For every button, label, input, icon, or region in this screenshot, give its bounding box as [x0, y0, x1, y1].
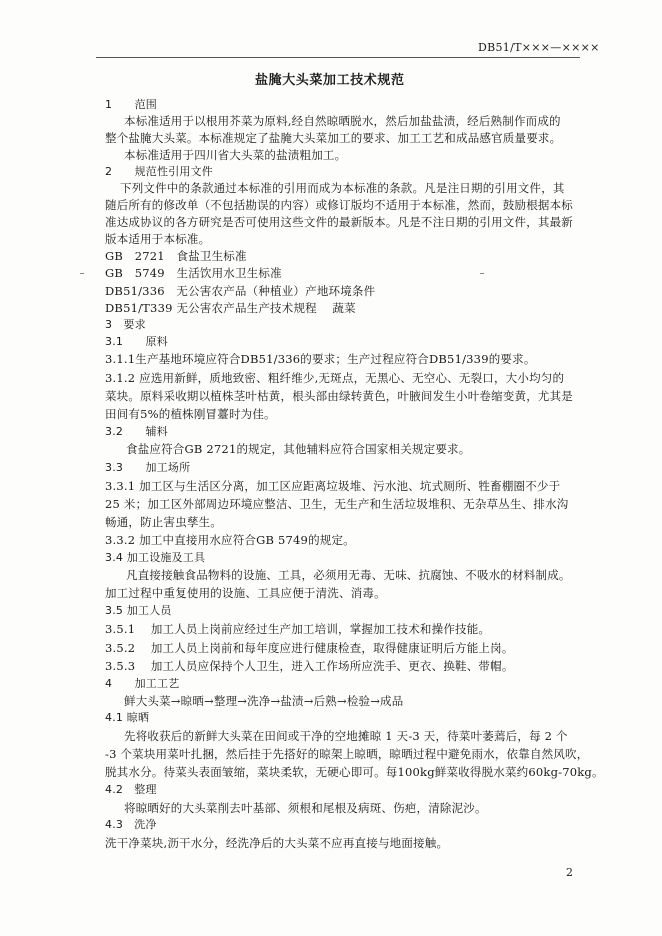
section-heading: 1 范围 — [105, 98, 157, 111]
process-flow: 鲜大头菜→晾晒→整理→洗净→盐渍→后熟→检验→成品 — [124, 694, 404, 708]
header-rule — [96, 57, 580, 58]
paragraph-line: 3.3.1 加工区与生活区分离，加工区应距离垃圾堆、污水池、坑式厕所、牲畜棚圈不少于 — [105, 479, 561, 493]
section-heading: 3 要求 — [105, 318, 146, 331]
subsection-heading: 4.2 整理 — [105, 783, 157, 796]
list-item: 3.5.2 加工人员上岗前和每年度应进行健康检查，取得健康证明后方能上岗。 — [105, 641, 514, 655]
paragraph-line: 洗干净菜块,沥干水分，经洗净后的大头菜不应再直接与地面接触。 — [105, 836, 449, 850]
paragraph-line: 下列文件中的条款通过本标准的引用而成为本标准的条款。凡是注日期的引用文件，其 — [120, 181, 565, 195]
list-item: 3.5.1 加工人员上岗前应经过生产加工培训，掌握加工技术和操作技能。 — [105, 622, 491, 636]
scan-mark — [480, 273, 484, 274]
scan-mark — [80, 273, 84, 274]
list-item: 3.5.3 加工人员应保持个人卫生，进入工作场所应洗手、更衣、换鞋、带帽。 — [105, 659, 514, 673]
doc-number: DB51/T×××—×××× — [478, 41, 600, 54]
paragraph-line: 脱其水分。待菜头表面皱缩，菜块柔软，无硬心即可。每100kg鲜菜收得脱水菜约60kg-70kg。 — [105, 765, 604, 779]
reference-item: DB51/T339 无公害农产品生产技术规程 蔬菜 — [105, 301, 356, 315]
paragraph-line: 食盐应符合GB 2721的规定，其他辅料应符合国家相关规定要求。 — [126, 442, 471, 456]
subsection-heading: 3.4 加工设施及工具 — [105, 551, 206, 564]
doc-title: 盐腌大头菜加工技术规范 — [255, 73, 405, 88]
paragraph-line: -3 个菜块用菜叶扎捆，然后挂于先搭好的晾架上晾晒，晾晒过程中避免雨水，依靠自然风吹， — [105, 747, 589, 761]
paragraph-line: 3.1.1生产基地环境应符合DB51/336的要求；生产过程应符合DB51/339的要求。 — [105, 352, 536, 366]
subsection-heading: 4.3 洗净 — [105, 818, 157, 831]
paragraph-line: 3.3.2 加工中直接用水应符合GB 5749的规定。 — [105, 533, 355, 547]
subsection-heading: 3.5 加工人员 — [105, 604, 172, 617]
subsection-heading: 3.3 加工场所 — [105, 461, 191, 474]
paragraph-line: 菜块。原料采收期以植株茎叶枯黄，根头部由绿转黄色，叶腋间发生小叶卷缩变黄，尤其是 — [105, 389, 573, 403]
paragraph-line: 整个盐腌大头菜。本标准规定了盐腌大头菜加工的要求、加工工艺和成品感官质量要求。 — [105, 131, 562, 145]
reference-item: GB 5749 生活饮用水卫生标准 — [105, 266, 282, 280]
paragraph-line: 本标准适用于四川省大头菜的盐渍粗加工。 — [124, 148, 347, 162]
paragraph-line: 畅通，防止害虫孳生。 — [105, 515, 222, 529]
paragraph-line: 25 米；加工区外部周边环境应整洁、卫生，无生产和生活垃圾堆积、无杂草丛生、排水沟 — [105, 497, 569, 511]
section-heading: 2 规范性引用文件 — [105, 165, 213, 178]
paragraph-line: 先将收获后的新鲜大头菜在田间或干净的空地摊晾 1 天-3 天，待菜叶萎蔫后，每 2 个 — [124, 729, 568, 743]
paragraph-line: 准达成协议的各方研究是否可使用这些文件的最新版本。凡是不注日期的引用文件，其最新 — [105, 215, 573, 229]
reference-item: GB 2721 食盐卫生标准 — [105, 249, 247, 263]
reference-item: DB51/336 无公害农产品（种植业）产地环境条件 — [105, 284, 376, 298]
section-heading: 4 加工工艺 — [105, 677, 180, 690]
subsection-heading: 4.1 晾晒 — [105, 711, 150, 724]
subsection-heading: 3.1 原料 — [105, 335, 168, 348]
subsection-heading: 3.2 辅料 — [105, 425, 168, 438]
paragraph-line: 将晾晒好的大头菜削去叶基部、须根和尾根及病斑、伤疤，清除泥沙。 — [124, 801, 487, 815]
paragraph-line: 加工过程中重复使用的设施、工具应便于清洗、消毒。 — [105, 586, 386, 600]
page-number: 2 — [566, 866, 574, 879]
paragraph-line: 本标准适用于以根用芥菜为原料,经自然晾晒脱水，然后加盐盐渍，经后熟制作而成的 — [124, 114, 561, 128]
paragraph-line: 田间有5%的植株刚冒薹时为佳。 — [105, 407, 276, 421]
paragraph-line: 3.1.2 应选用新鲜，质地致密、粗纤维少,无斑点，无黑心、无空心、无裂口，大小均匀的 — [105, 371, 565, 385]
paragraph-line: 凡直接接触食品物料的设施、工具，必须用无毒、无味、抗腐蚀、不吸水的材料制成。 — [126, 568, 571, 582]
paragraph-line: 版本适用于本标准。 — [105, 232, 211, 246]
paragraph-line: 随后所有的修改单（不包括勘误的内容）或修订版均不适用于本标准，然而，鼓励根据本标 — [105, 198, 573, 212]
